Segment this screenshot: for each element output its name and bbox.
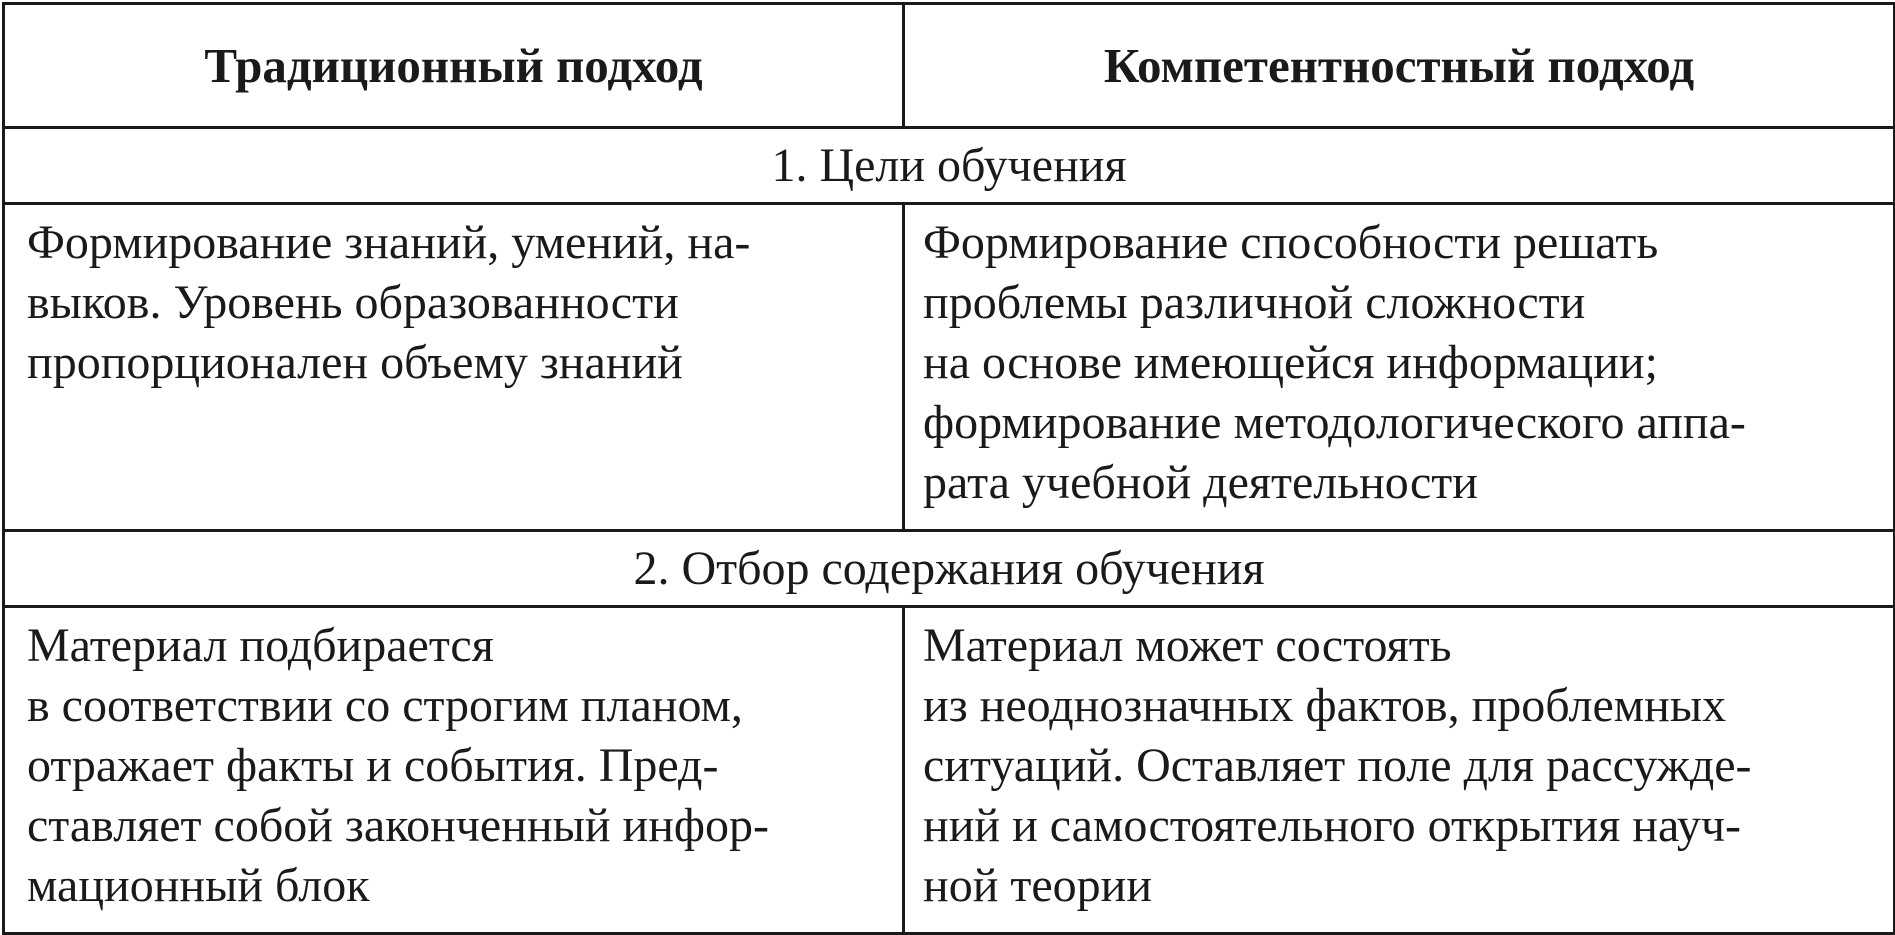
cell-competence-content: Материал может состоять из неоднозначных фактов, проблемных ситуаций. Оставляет поле для рассужде- ний и самостоятельного открытия науч- ной теории [904,607,1895,934]
comparison-table [2,2,1895,935]
cell-competence-goals: Формирование способности решать проблемы различной сложности на основе имеющейся информации; формирование методологического аппа- рата учебной деятельности [904,204,1895,531]
header-row [4,4,1895,128]
cell-traditional-content: Материал подбирается в соответствии со строгим планом, отражает факты и события. Пред- ставляет собой законченный инфор- мационный блок [4,607,904,934]
section-title-content: 2. Отбор содержания обучения [4,531,1895,607]
section-row [4,531,1895,607]
header-traditional: Традиционный подход [4,4,904,128]
cell-traditional-goals: Формирование знаний, умений, на- выков. Уровень образованности пропорционален объему знаний [4,204,904,531]
section-title-goals: 1. Цели обучения [4,128,1895,204]
section-row [4,128,1895,204]
table-row [4,607,1895,934]
header-competence: Компетентностный подход [904,4,1895,128]
table-row [4,204,1895,531]
